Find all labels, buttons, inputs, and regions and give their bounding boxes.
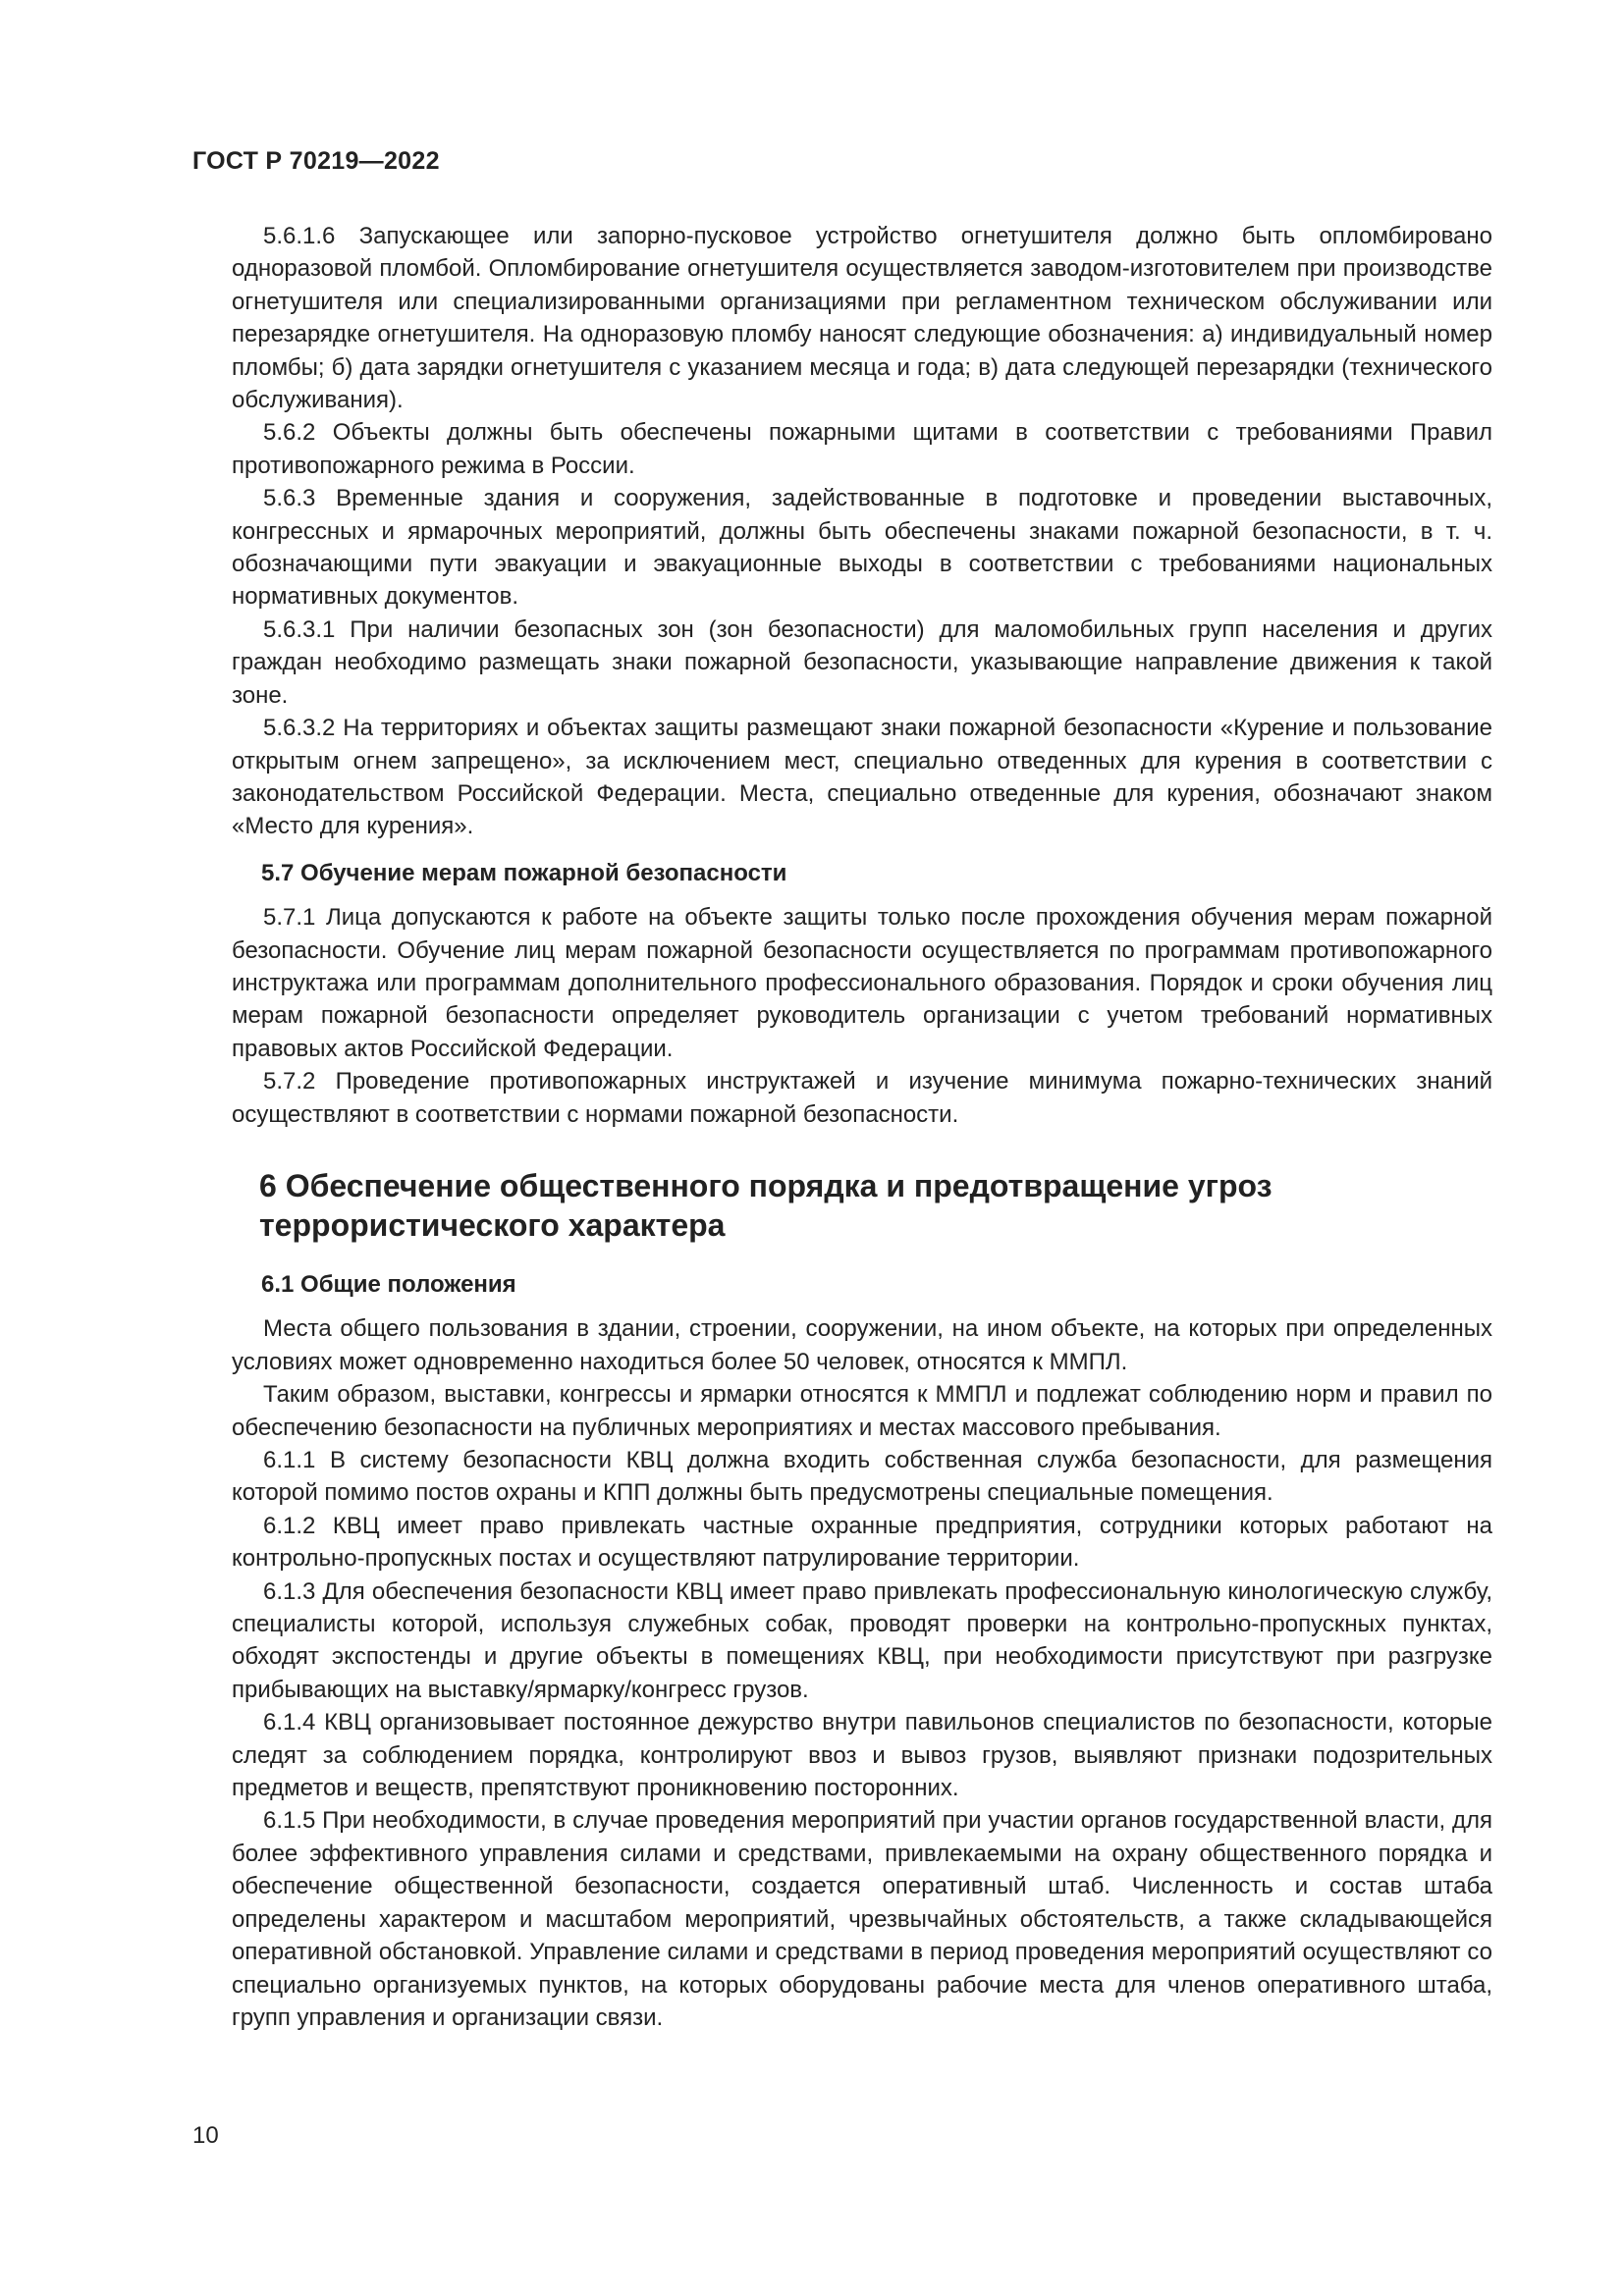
page-number: 10 (192, 2122, 219, 2149)
paragraph-6-1-5: 6.1.5 При необходимости, в случае проведения мероприятий при участии органов государственной власти, для более эффективного управления силами и средствами, привлекаемыми на охрану общественного порядка и обеспечение общественной безопасности, создается оперативный штаб. Численность и состав штаба определены характером и масштабом мероприятий, чрезвычайных обстоятельств, а также складывающейся оперативной обстановкой. Управление силами и средствами в период проведения мероприятий осуществляют со специально организуемых пунктов, на которых оборудованы рабочие места для членов оперативного штаба, групп управления и организации связи. (232, 1807, 1492, 2031)
paragraph-6-1-1: 6.1.1 В систему безопасности КВЦ должна входить собственная служба безопасности, для размещения которой помимо постов охраны и КПП должны быть предусмотрены специальные помещения. (232, 1447, 1492, 1507)
paragraph-5-6-3-2: 5.6.3.2 На территориях и объектах защиты размещают знаки пожарной безопасности «Курение и пользование открытым огнем запрещено», за исключением мест, специально отведенных для курения в соответствии с законодательством Российской Федерации. Места, специально отведенные для курения, обозначают знаком «Место для курения». (232, 715, 1492, 840)
paragraph-6-1-intro-1: Места общего пользования в здании, строении, сооружении, на ином объекте, на которых при определенных условиях может одновременно находиться более 50 человек, относятся к ММПЛ. (232, 1315, 1492, 1375)
paragraph-5-6-3: 5.6.3 Временные здания и сооружения, задействованные в подготовке и проведении выставочных, конгрессных и ярмарочных мероприятий, должны быть обеспечены знаками пожарной безопасности, в т. ч. обозначающими пути эвакуации и эвакуационные выходы в соответствии с требованиями национальных нормативных документов. (232, 485, 1492, 611)
subsection-title-6-1: 6.1 Общие положения (261, 1270, 516, 1298)
paragraph-5-7-2: 5.7.2 Проведение противопожарных инструктажей и изучение минимума пожарно-технических знаний осуществляют в соответствии с нормами пожарной безопасности. (232, 1068, 1492, 1128)
paragraph-5-6-2: 5.6.2 Объекты должны быть обеспечены пожарными щитами в соответствии с требованиями Правил противопожарного режима в России. (232, 419, 1492, 479)
section-title-6: 6 Обеспечение общественного порядка и предотвращение угроз террористического характера (259, 1167, 1272, 1243)
paragraph-6-1-intro-2: Таким образом, выставки, конгрессы и ярмарки относятся к ММПЛ и подлежат соблюдению норм и правил по обеспечению безопасности на публичных мероприятиях и местах массового пребывания. (232, 1381, 1492, 1441)
paragraph-5-6-1-6: 5.6.1.6 Запускающее или запорно-пусковое устройство огнетушителя должно быть опломбировано одноразовой пломбой. Опломбирование огнетушителя осуществляется заводом-изготовителем при производстве огнетушителя или специализированными организациями при регламентном техническом обслуживании или перезарядке огнетушителя. На одноразовую пломбу наносят следующие обозначения: а) индивидуальный номер пломбы; б) дата зарядки огнетушителя с указанием месяца и года; в) дата следующей перезарядки (технического обслуживания). (232, 223, 1492, 414)
document-id-header: ГОСТ Р 70219—2022 (192, 147, 440, 175)
paragraph-6-1-3: 6.1.3 Для обеспечения безопасности КВЦ имеет право привлекать профессиональную кинологическую службу, специалисты которой, используя служебных собак, проводят проверки на контрольно-пропускных пунктах, обходят экспостенды и другие объекты в помещениях КВЦ, при необходимости присутствуют при разгрузке прибывающих на выставку/ярмарку/конгресс грузов. (232, 1577, 1492, 1703)
paragraph-6-1-4: 6.1.4 КВЦ организовывает постоянное дежурство внутри павильонов специалистов по безопасности, которые следят за соблюдением порядка, контролируют ввоз и вывоз грузов, выявляют признаки подозрительных предметов и веществ, препятствуют проникновению посторонних. (232, 1709, 1492, 1802)
paragraph-5-6-3-1: 5.6.3.1 При наличии безопасных зон (зон безопасности) для маломобильных групп населения и других граждан необходимо размещать знаки пожарной безопасности, указывающие направление движения к такой зоне. (232, 615, 1492, 709)
paragraph-6-1-2: 6.1.2 КВЦ имеет право привлекать частные охранные предприятия, сотрудники которых работают на контрольно-пропускных постах и осуществляют патрулирование территории. (232, 1512, 1492, 1573)
page-body (232, 220, 1492, 2034)
paragraph-5-7-1: 5.7.1 Лица допускаются к работе на объекте защиты только после прохождения обучения мерам пожарной безопасности. Обучение лиц мерам пожарной безопасности осуществляется по программам противопожарного инструктажа или программам дополнительного профессионального образования. Порядок и сроки обучения лиц мерам пожарной безопасности определяет руководитель организации с учетом требований нормативных правовых актов Российской Федерации. (232, 904, 1492, 1062)
subsection-title-5-7: 5.7 Обучение мерам пожарной безопасности (261, 859, 787, 886)
